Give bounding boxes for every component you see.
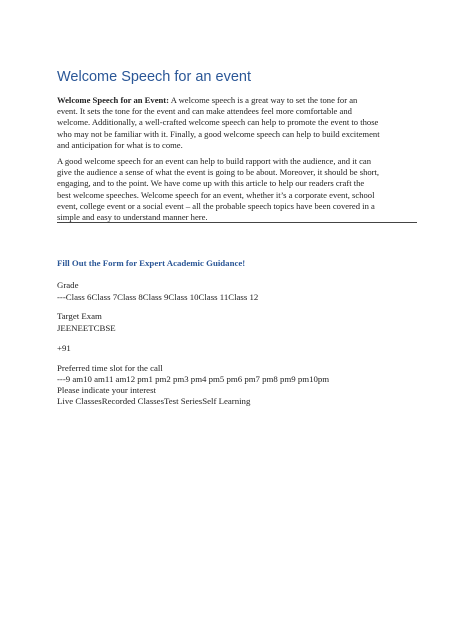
- para2-line-3: engaging, and to the point. We have come up with this article to help our readers craft the: [57, 178, 365, 189]
- divider-top: [57, 222, 417, 223]
- grade-label: Grade: [57, 280, 79, 290]
- interest-options[interactable]: Live ClassesRecorded ClassesTest SeriesSelf Learning: [57, 396, 251, 406]
- interest-label: Please indicate your interest: [57, 385, 156, 395]
- target-exam-label: Target Exam: [57, 311, 102, 321]
- para2-line-2: give the audience a sense of what the event is going to be about. Moreover, it should be short,: [57, 167, 380, 178]
- para2-line-1: A good welcome speech for an event can help to build rapport with the audience, and it can: [57, 156, 372, 166]
- para2-line-5: event, college event or a social event – all the probable speech topics have been covered in a: [57, 200, 375, 211]
- second-paragraph: [57, 156, 417, 223]
- time-slot-select[interactable]: ---9 am10 am11 am12 pm1 pm2 pm3 pm4 pm5 pm6 pm7 pm8 pm9 pm10pm: [57, 374, 330, 384]
- intro-line-3: welcome. Additionally, a well-crafted welcome speech can help to promote the event to those: [57, 117, 379, 128]
- intro-line-2: event. It sets the tone for the event and can make attendees feel more comfortable and: [57, 106, 352, 117]
- phone-prefix[interactable]: +91: [57, 343, 71, 353]
- intro-line-5: and anticipation for what is to come.: [57, 139, 183, 150]
- intro-paragraph: [57, 95, 417, 151]
- grade-select[interactable]: ---Class 6Class 7Class 8Class 9Class 10Class 11Class 12: [57, 292, 259, 302]
- time-slot-label: Preferred time slot for the call: [57, 363, 163, 373]
- form-heading: Fill Out the Form for Expert Academic Guidance!: [57, 258, 246, 268]
- article-title: Welcome Speech for an event: [57, 69, 251, 85]
- para2-line-4: best welcome speeches. Welcome speech for an event, whether it’s a corporate event, school: [57, 189, 375, 200]
- para2-line-6: simple and easy to understand manner here.: [57, 212, 208, 223]
- intro-line-4: who may not be familiar with it. Finally, a good welcome speech can help to build excitement: [57, 128, 380, 139]
- intro-bold-label: Welcome Speech for an Event:: [57, 95, 170, 105]
- intro-line-1: A welcome speech is a great way to set the tone for an: [169, 95, 358, 105]
- target-exam-select[interactable]: JEENEETCBSE: [57, 323, 116, 333]
